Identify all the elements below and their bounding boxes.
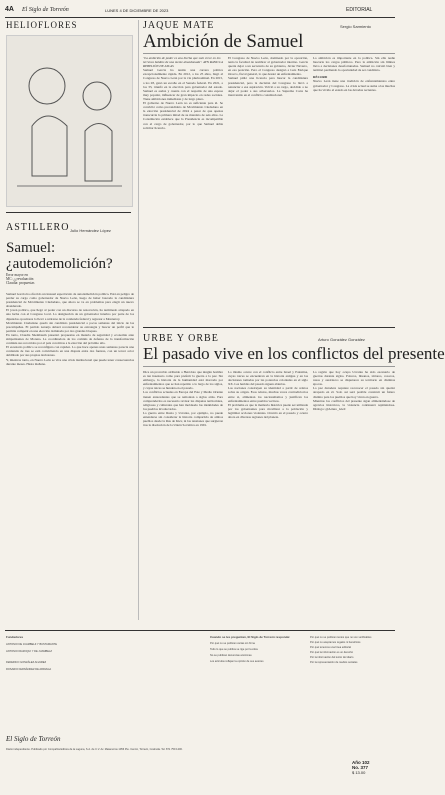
astillero-paragraph: En tanto, Claudia Sheinbaum presentó propuestas en materia de seguridad y economía ante simpatizantes de Morena. La coordinadora de los comités de defensa de la transformación continúa sus recorridos por el país con miras a la elección del próximo año.	[6, 332, 134, 346]
urbe-top-rule	[143, 327, 395, 328]
right-item: Por qué no se publican textos que no son verificables	[310, 636, 372, 639]
cartoon-image	[6, 35, 133, 207]
jaque-mate-title-rule	[143, 53, 395, 54]
cartoon-illustration	[7, 36, 132, 206]
urbe-orbe-paragraph: La región que hoy ocupa Ucrania ha sido escenario de guerras durante siglos. Polacos, lituanos, tártaros, cosacos, rusos y austriacos se disputaron su territorio en distintas épocas.	[313, 370, 395, 387]
astillero-kicker-line: MC: ¿¿revaluación	[6, 277, 34, 282]
jaque-mate-paragraph: Samuel pidió una licencia para buscar la candidatura presidencial, pero la decisión del Congreso lo llevó a renunciar a esa aspiración. Volvió a su cargo, decidido a no dejar el poder a sus adversarios. La Suprema Corte ha intervenido en el conflicto constitucional.	[228, 76, 308, 97]
footer-publisher-info	[6, 748, 201, 788]
urbe-orbe-paragraph: Las naciones construyen su identidad a partir de relatos sobre su origen. Esos relatos, muchas veces contradictorios entre sí, alimentan los nacionalismos y justifican los enfrentamientos entre pueblos vecinos.	[228, 386, 308, 403]
urbe-orbe-paragraph: Lo mismo ocurre con el conflicto entre Israel y Palestina, cuyas raíces se encuentran en la historia antigua y en las decisiones tomadas por las potencias coloniales en el siglo XX. Las heridas del pasado siguen abiertas.	[228, 370, 308, 387]
urbe-orbe-paragraph: Mientras los conflictos del presente sigan alimentándose de agravios históricos, la violencia continuará repitiéndose. Diálogo: @Arturo_GleZ	[313, 398, 395, 411]
astillero-column-name: ASTILLERO	[6, 222, 70, 233]
jaque-mate-sidebar-body: Nuevo León tiene una tradición de enfrentamientos entre gobernador y Congreso. La crisis actual se suma a las muchas que ha vivido el estado en las décadas recientes.	[313, 79, 395, 92]
publisher-info-text: Diario independiente. Publicado por Compañía Editora de la Laguna, S.A. de C.V. Av. Matamoros 1056 Pte. Centro, Torreón, Coahuila. Tel. 871 759 1200.	[6, 748, 183, 751]
masthead-rule	[5, 17, 395, 18]
urbe-orbe-column-name: URBE Y ORBE	[143, 333, 219, 344]
helioflores-title: HELIOFLORES	[6, 20, 78, 30]
astillero-paragraph: El joven político, que llegó al poder con un discurso de renovación, ha terminado atrapado en una lucha con el Congreso local. La designación de un gobernador interino por parte de los diputados opositores lo llevó a retirarse de la contienda federal y regresar a Monterrey.	[6, 308, 134, 321]
astillero-paragraph: Samuel García ha ofrecido un inusual espectáculo de autodemolición política. Está en peligro de perder su cargo como gobernador de Nuevo León, luego de haber buscado la candidatura presidencial de Movimiento Ciudadano, que ahora se ve en problemas para elegir un nuevo abanderado.	[6, 292, 134, 309]
contact-item: Los artículos reflejan la opinión de sus autores	[210, 660, 264, 664]
astillero-top-rule	[6, 212, 131, 213]
astillero-title: Samuel: ¿autodemolición?	[6, 240, 113, 272]
right-item: Por la información del lector del diario	[310, 656, 354, 660]
astillero-kicker-line: Error mayor en	[6, 273, 28, 277]
footer-logo: El Siglo de Torreón	[6, 735, 61, 743]
edition-year: Año 102	[352, 760, 370, 765]
jaque-mate-paragraph: El gobierno de Nuevo León no es suficiente para él. Se convirtió como precandidato de Movimiento Ciudadano en la elección presidencial de 2024 a pesar de que apenas transcurría la primera mitad de su mandato de seis años. La Constitución establece que la Presidencia es incompatible con el cargo de gobernador, por lo que Samuel debía solicitar licencia.	[143, 101, 223, 130]
page-number: 4A	[5, 6, 14, 13]
founder-name: ANTONIO DE JUAMBELZ Y BUSTAMANTE	[6, 643, 57, 647]
urbe-orbe-col-2	[228, 370, 308, 620]
masthead-paper-name: El Siglo de Torreón	[22, 7, 69, 13]
founders-label: Fundadores	[6, 635, 24, 639]
right-item: Por qué no aceptamos regalos ni beneficios	[310, 641, 361, 645]
astillero-author: Julio Hernández López	[70, 228, 111, 233]
urbe-orbe-title: El pasado vive en los conflictos del presente	[143, 344, 445, 363]
edition-number: No. 377	[352, 765, 369, 770]
contact-title: Cuando se les preguntan, El Siglo de Torreón responde:	[210, 635, 291, 639]
astillero-paragraph: El escenario político se reconfigura con rapidez. Lo que hace apenas unas semanas parecía una contienda de tres se está convirtiendo en una disputa entre dos fuerzas, con un tercer actor debilitado por sus propias decisiones.	[6, 345, 134, 358]
masthead-date: LUNES 4 DE DICIEMBRE DE 2023	[105, 8, 169, 13]
urbe-orbe-paragraph: Los conflictos actuales en Europa del Este y Medio Oriente tienen antecedentes que se remontan a siglos atrás. Para comprenderlos es necesario revisar las disputas territoriales, religiosas y culturales que han moldeado las identidades de los pueblos involucrados.	[143, 390, 223, 411]
jaque-mate-sidebar-heading: RÉCORD	[313, 75, 328, 80]
footer-top-rule	[5, 630, 395, 631]
urbe-orbe-col-1	[143, 370, 223, 620]
footer-contact	[210, 636, 305, 776]
astillero-body	[6, 292, 134, 617]
founder-name: ROSARIO FERNÁNDEZ DE ARRIAGA	[6, 668, 52, 672]
contact-item: Todo lo que se publica se rige por la ética	[210, 648, 258, 652]
contact-item: No se publican denuncias anónimas	[210, 654, 252, 658]
astillero-paragraph: Y, mientras tanto, en Nuevo León se vive una crisis institucional que puede tener consecuencias durante meses. Hasta mañana.	[6, 357, 134, 366]
urbe-orbe-paragraph: La paz duradera requiere reconocer el pasado sin quedar atrapado en él. Solo así será posible construir un futuro distinto para los pueblos que hoy viven en guerra.	[313, 386, 395, 399]
footer-right-list	[310, 636, 395, 736]
jaque-mate-col-1	[143, 56, 223, 322]
masthead-section: EDITORIAL	[346, 7, 373, 13]
astillero-paragraph: Movimiento Ciudadano quedó sin candidato presidencial a pocas semanas del inicio de las precampañas. El partido naranja deberá reconsiderar su estrategia y buscar un perfil que le permita competir en una elección dominada por dos grandes bloques.	[6, 320, 134, 333]
column-divider	[138, 20, 139, 620]
jaque-mate-author: Sergio Sarmiento	[340, 24, 371, 29]
edition-price: $ 13.00	[352, 770, 366, 775]
astillero-kicker	[6, 273, 66, 285]
urbe-orbe-author: Arturo González González	[318, 337, 365, 342]
right-item: Por qué tenemos una línea editorial	[310, 646, 351, 650]
jaque-mate-epigraph: "La ambición de poder es una hierba que solo crece en los terrenos baldíos de una mente abandonada". AYN RAND LA REBELIÓN DE ATLAS	[143, 56, 223, 69]
founder-name: ANTONIO IRAZOQUI Y DE JUAMBELZ	[6, 650, 52, 654]
astillero-kicker-line: Claudia: propuestas	[6, 281, 35, 286]
urbe-orbe-paragraph: La guerra entre Rusia y Ucrania, por ejemplo, no puede entenderse sin considerar la historia compartida de ambos pueblos desde la Rus de Kiev, ni las tensiones que surgieron tras la disolución de la Unión Soviética en 1991.	[143, 410, 223, 428]
jaque-mate-column-name: JAQUE MATE	[143, 20, 215, 31]
founder-name: FEDERICO GONZÁLEZ ALVAREZ	[6, 661, 47, 665]
jaque-mate-col-2	[228, 56, 308, 322]
urbe-orbe-paragraph: Dice un proverbio atribuido a Heródoto que ningún hombre es tan insensato como para preferir la guerra a la paz. Sin embargo, la historia de la humanidad está marcada por enfrentamientos que se han repetido a lo largo de los siglos, y cuyas raíces se hunden en el pasado.	[143, 370, 223, 391]
urbe-orbe-paragraph: El problema es que la memoria histórica puede ser utilizada por los gobernantes para movilizar a la población y legitimar acciones violentas. Ocurrió en el pasado y ocurre ahora en diversas regiones del planeta.	[228, 402, 308, 420]
right-item: Por qué la información es un derecho	[310, 651, 354, 655]
jaque-mate-paragraph: Samuel García ha tenido una carrera política excepcionalmente rápida. En 2012, a los 25 años, llegó al Congreso de Nuevo León por la vía plurinominal. En 2015, a los 28, ganó un escaño en el Senado federal. En 2021, a los 33, triunfó en la elección para gobernador del estado. Samuel es audaz y cuenta con el respaldo de una esposa muy popular, influencer de gran impacto en redes sociales. Tiene ambiciones inmediatas y de largo plazo.	[143, 68, 223, 101]
jaque-mate-paragraph: La ambición es importante en la política. Sin ella nadie buscaría los cargos públicos. Pero la ambición sin límites lleva a decisiones desafortunadas. Samuel no calculó bien y terminó perdiendo la oportunidad de ser candidato.	[313, 56, 395, 73]
right-item: Por la representación de medios sociales	[310, 661, 358, 665]
edition-box	[352, 760, 392, 788]
jaque-mate-title: Ambición de Samuel	[143, 31, 304, 52]
jaque-mate-paragraph: El Congreso de Nuevo León, dominado por la oposición, tenía la facultad de nombrar al gobernador interino. García quería dejar a un secretario de su gobierno, Javier Navarro, en esa posición. Pero el Congreso designó a Luis Enrique Orozco, fiscal general, lo que desató un enfrentamiento.	[228, 56, 308, 77]
urbe-orbe-col-3	[313, 370, 395, 620]
jaque-mate-col-3	[313, 56, 395, 322]
urbe-title-rule	[143, 366, 395, 367]
contact-item: Por qué no se publican cartas sin firma	[210, 642, 255, 646]
